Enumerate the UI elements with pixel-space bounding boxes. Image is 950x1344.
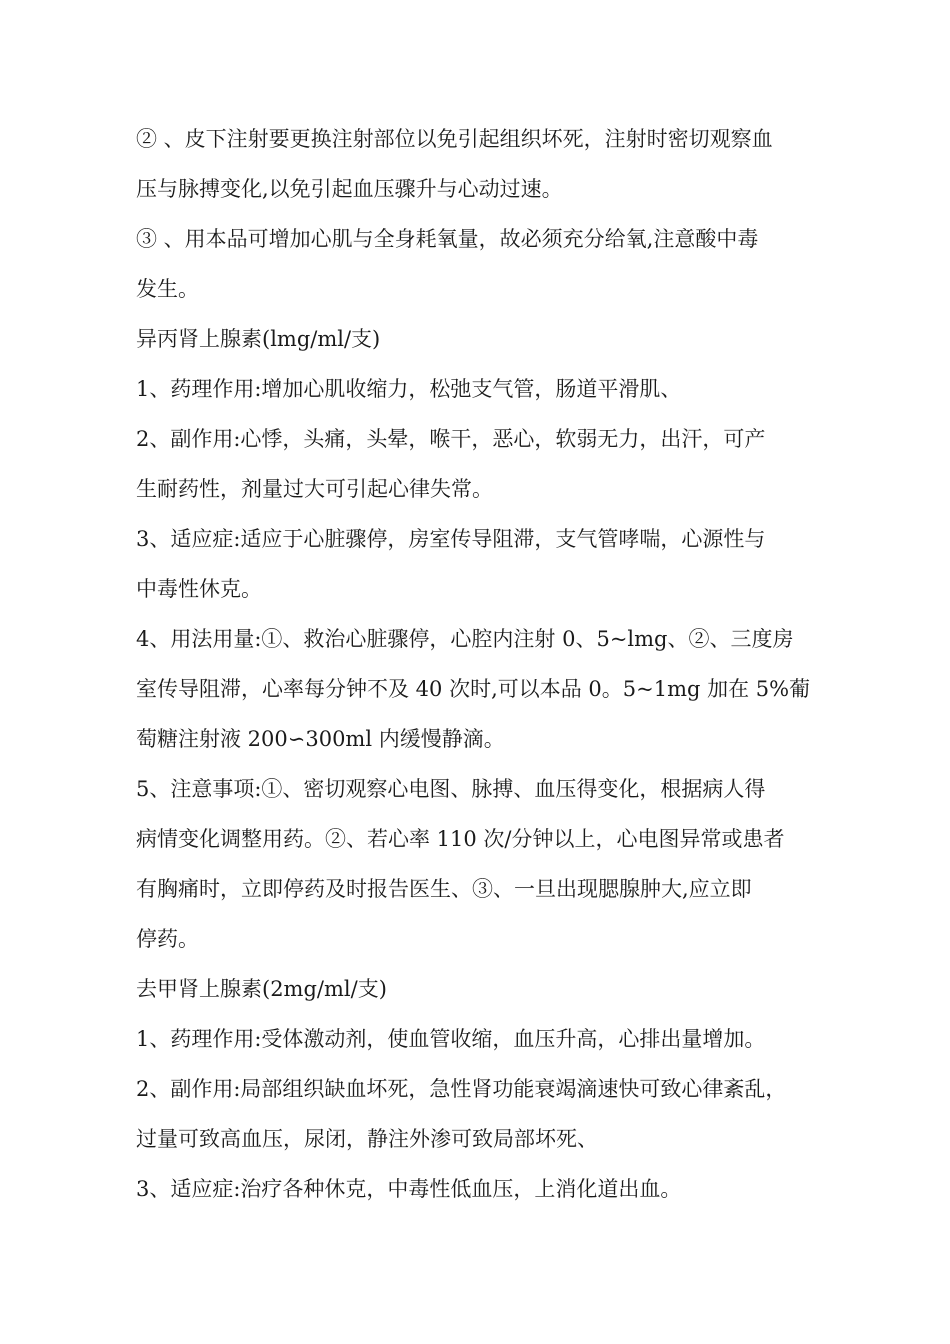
text-line: 1、药理作用:受体激动剂，使血管收缩，血压升高，心排出量增加。	[136, 1027, 766, 1051]
section-heading: 去甲肾上腺素(2mg/ml/支)	[136, 977, 387, 1001]
text-line: 2、副作用:局部组织缺血坏死，急性肾功能衰竭滴速快可致心律紊乱，	[136, 1077, 787, 1101]
text-line: 病情变化调整用药。②、若心率 110 次/分钟以上，心电图异常或患者	[136, 827, 785, 851]
text-line: 5、注意事项:①、密切观察心电图、脉搏、血压得变化，根据病人得	[136, 777, 766, 801]
section-heading: 异丙肾上腺素(lmg/ml/支)	[136, 327, 381, 351]
text-line: 2、副作用:心悸，头痛，头晕，喉干，恶心，软弱无力，出汗，可产	[136, 427, 766, 451]
text-line: 室传导阻滞，心率每分钟不及 40 次时,可以本品 0。5~1mg 加在 5%葡	[136, 677, 811, 701]
text-line: ③ 、用本品可增加心肌与全身耗氧量，故必须充分给氧,注意酸中毒	[136, 227, 759, 251]
text-line: 有胸痛时，立即停药及时报告医生、③、一旦出现腮腺肿大,应立即	[136, 877, 752, 901]
text-line: 1、药理作用:增加心肌收缩力，松弛支气管，肠道平滑肌、	[136, 377, 682, 401]
text-line: 中毒性休克。	[136, 577, 262, 601]
text-line: 3、适应症:适应于心脏骤停，房室传导阻滞，支气管哮喘，心源性与	[136, 527, 766, 551]
text-line: 发生。	[136, 277, 199, 301]
text-line: 4、用法用量:①、救治心脏骤停，心腔内注射 0、5~lmg、②、三度房	[136, 627, 794, 651]
text-line: 生耐药性，剂量过大可引起心律失常。	[136, 477, 493, 501]
document-body	[136, 114, 826, 1214]
text-line: 3、适应症:治疗各种休克，中毒性低血压，上消化道出血。	[136, 1177, 682, 1201]
text-line: ② 、皮下注射要更换注射部位以免引起组织坏死，注射时密切观察血	[136, 127, 773, 151]
text-line: 停药。	[136, 927, 199, 951]
text-line: 萄糖注射液 200∽300ml 内缓慢静滴。	[136, 727, 505, 751]
text-line: 过量可致高血压，尿闭，静注外渗可致局部坏死、	[136, 1127, 598, 1151]
text-line: 压与脉搏变化,以免引起血压骤升与心动过速。	[136, 177, 563, 201]
